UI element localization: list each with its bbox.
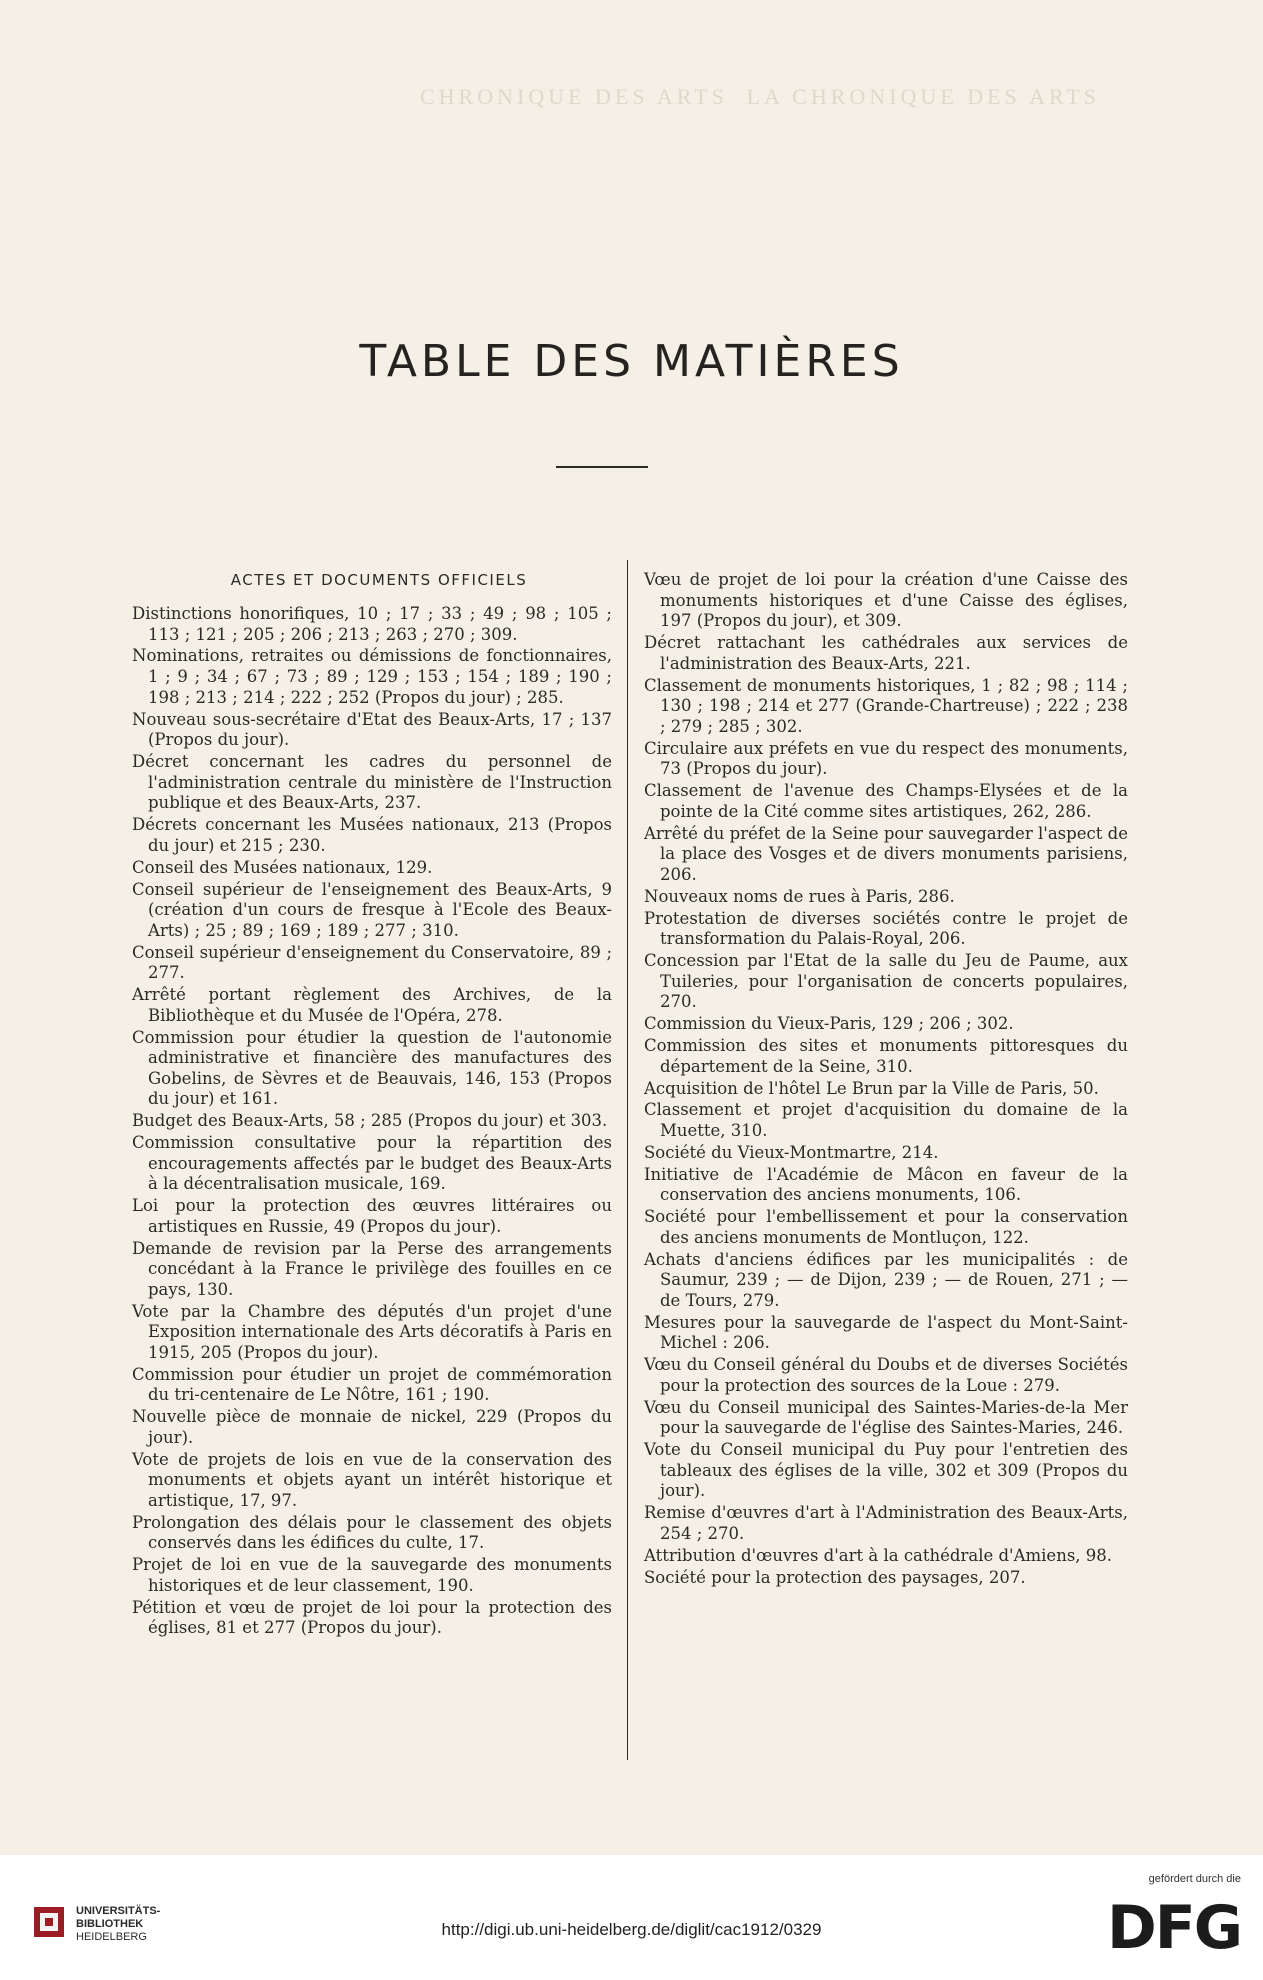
index-entry: Conseil supérieur d'enseignement du Conservatoire, 89 ; 277. bbox=[132, 942, 612, 983]
index-entry: Commission du Vieux-Paris, 129 ; 206 ; 302. bbox=[644, 1014, 1014, 1034]
index-entry: Décret rattachant les cathédrales aux services de l'administration des Beaux-Arts, 221. bbox=[644, 633, 1128, 673]
index-entry: Demande de revision par la Perse des arrangements concédant à la France le privilège des fouilles en ce pays, 130. bbox=[132, 1238, 612, 1299]
index-entry: Commission consultative pour la répartition des encouragements affectés par le budget des Beaux-Arts à la décentralisation musicale, 169. bbox=[132, 1133, 612, 1194]
page-title: TABLE DES MATIÈRES bbox=[359, 336, 904, 387]
bleed-through-header bbox=[420, 84, 1100, 110]
index-entry: Concession par l'Etat de la salle du Jeu de Paume, aux Tuileries, pour l'organisation de concerts populaires, 270. bbox=[644, 951, 1128, 1012]
index-entry: Conseil supérieur de l'enseignement des Beaux-Arts, 9 (création d'un cours de fresque à l'Ecole des Beaux-Arts) ; 25 ; 89 ; 169 ; 189 ; 277 ; 310. bbox=[132, 879, 612, 940]
index-entry: Nominations, retraites ou démissions de fonctionnaires, 1 ; 9 ; 34 ; 67 ; 73 ; 89 ; 129 ; 153 ; 154 ; 189 ; 190 ; 198 ; 213 ; 214 ; 222 ; 252 (Propos du jour) ; 285. bbox=[132, 646, 612, 707]
index-entry: Nouveau sous-secrétaire d'Etat des Beaux-Arts, 17 ; 137 (Propos du jour). bbox=[132, 709, 612, 750]
index-entry: Nouvelle pièce de monnaie de nickel, 229 (Propos du jour). bbox=[132, 1407, 612, 1447]
index-entry: Projet de loi en vue de la sauvegarde des monuments historiques et de leur classement, 190. bbox=[132, 1555, 612, 1595]
index-entry: Circulaire aux préfets en vue du respect des monuments, 73 (Propos du jour). bbox=[644, 738, 1128, 779]
index-entry: Acquisition de l'hôtel Le Brun par la Ville de Paris, 50. bbox=[644, 1078, 1099, 1098]
index-entry: Arrêté du préfet de la Seine pour sauvegarder l'aspect de la place des Vosges et de divers monuments parisiens, 206. bbox=[644, 823, 1128, 884]
library-name-line: BIBLIOTHEK bbox=[76, 1918, 144, 1930]
index-entry: Prolongation des délais pour le classement des objets conservés dans les édifices du culte, 17. bbox=[132, 1512, 612, 1553]
footer-bar bbox=[0, 1855, 1263, 1980]
index-entry: Vœu du Conseil général du Doubs et de diverses Sociétés pour la protection des sources de la Loue : 279. bbox=[644, 1355, 1128, 1395]
index-entry: Société du Vieux-Montmartre, 214. bbox=[644, 1142, 939, 1162]
index-entry: Mesures pour la sauvegarde de l'aspect du Mont-Saint-Michel : 206. bbox=[644, 1312, 1128, 1353]
index-entry: Arrêté portant règlement des Archives, de la Bibliothèque et du Musée de l'Opéra, 278. bbox=[132, 985, 612, 1025]
right-entry-list bbox=[644, 570, 1128, 1588]
bleed-through-right: LA CHRONIQUE DES ARTS bbox=[746, 84, 1100, 109]
index-entry: Attribution d'œuvres d'art à la cathédrale d'Amiens, 98. bbox=[644, 1545, 1113, 1565]
index-entry: Classement de l'avenue des Champs-Elysées et de la pointe de la Cité comme sites artistiques, 262, 286. bbox=[644, 781, 1128, 821]
index-entry: Vote par la Chambre des députés d'un projet d'une Exposition internationale des Arts décoratifs à Paris en 1915, 205 (Propos du jour). bbox=[132, 1301, 612, 1362]
funding-caption: gefördert durch die bbox=[1148, 1873, 1241, 1885]
title-rule bbox=[556, 466, 648, 468]
library-name-line: UNIVERSITÄTS- bbox=[76, 1905, 161, 1917]
index-entry: Protestation de diverses sociétés contre le projet de transformation du Palais-Royal, 206. bbox=[644, 908, 1128, 949]
index-entry: Vœu du Conseil municipal des Saintes-Maries-de-la Mer pour la sauvegarde de l'église des Saintes-Maries, 246. bbox=[644, 1397, 1128, 1438]
left-column bbox=[132, 570, 612, 1640]
index-entry: Société pour la protection des paysages, 207. bbox=[644, 1567, 1026, 1587]
index-entry: Classement et projet d'acquisition du domaine de la Muette, 310. bbox=[644, 1100, 1128, 1140]
index-entry: Achats d'anciens édifices par les municipalités : de Saumur, 239 ; — de Dijon, 239 ; — de Rouen, 271 ; — de Tours, 279. bbox=[644, 1249, 1128, 1310]
bleed-through-left: CHRONIQUE DES ARTS bbox=[420, 84, 728, 109]
index-entry: Conseil des Musées nationaux, 129. bbox=[132, 857, 433, 877]
index-entry: Décrets concernant les Musées nationaux, 213 (Propos du jour) et 215 ; 230. bbox=[132, 815, 612, 855]
index-entry: Vote du Conseil municipal du Puy pour l'entretien des tableaux des églises de la ville, 302 et 309 (Propos du jour). bbox=[644, 1440, 1128, 1501]
index-entry: Classement de monuments historiques, 1 ; 82 ; 98 ; 114 ; 130 ; 198 ; 214 et 277 (Grande-Chartreuse) ; 222 ; 238 ; 279 ; 285 ; 302. bbox=[644, 675, 1128, 736]
index-entry: Loi pour la protection des œuvres littéraires ou artistiques en Russie, 49 (Propos du jour). bbox=[132, 1196, 612, 1236]
library-name-line: HEIDELBERG bbox=[76, 1931, 147, 1943]
permalink-url[interactable]: http://digi.ub.uni-heidelberg.de/diglit/cac1912/0329 bbox=[441, 1920, 822, 1939]
left-entry-list bbox=[132, 604, 612, 1639]
index-entry: Distinctions honorifiques, 10 ; 17 ; 33 ; 49 ; 98 ; 105 ; 113 ; 121 ; 205 ; 206 ; 213 ; 263 ; 270 ; 309. bbox=[132, 604, 612, 644]
index-entry: Commission pour étudier la question de l'autonomie administrative et financière des manufactures des Gobelins, de Sèvres et de Beauvais, 146, 153 (Propos du jour) et 161. bbox=[132, 1027, 612, 1109]
index-entry: Commission des sites et monuments pittoresques du département de la Seine, 310. bbox=[644, 1036, 1128, 1076]
index-entry: Budget des Beaux-Arts, 58 ; 285 (Propos du jour) et 303. bbox=[132, 1111, 608, 1131]
index-entry: Décret concernant les cadres du personnel de l'administration centrale du ministère de l'Instruction publique et des Beaux-Arts, 237. bbox=[132, 752, 612, 813]
index-entry: Vœu de projet de loi pour la création d'une Caisse des monuments historiques et d'une Caisse des églises, 197 (Propos du jour), et 309. bbox=[644, 570, 1128, 631]
index-entry: Initiative de l'Académie de Mâcon en faveur de la conservation des anciens monuments, 106. bbox=[644, 1164, 1128, 1205]
index-entry: Remise d'œuvres d'art à l'Administration des Beaux-Arts, 254 ; 270. bbox=[644, 1503, 1128, 1543]
dfg-logo[interactable]: DFG bbox=[1106, 1893, 1241, 1963]
right-column bbox=[644, 570, 1128, 1590]
index-entry: Commission pour étudier un projet de commémoration du tri-centenaire de Le Nôtre, 161 ; 190. bbox=[132, 1364, 612, 1405]
section-heading: ACTES ET DOCUMENTS OFFICIELS bbox=[230, 571, 528, 589]
index-entry: Société pour l'embellissement et pour la conservation des anciens monuments de Montluçon, 122. bbox=[644, 1207, 1128, 1247]
column-divider bbox=[627, 560, 628, 1760]
index-entry: Pétition et vœu de projet de loi pour la protection des églises, 81 et 277 (Propos du jour). bbox=[132, 1597, 612, 1638]
index-entry: Vote de projets de lois en vue de la conservation des monuments et objets ayant un intérêt historique et artistique, 17, 97. bbox=[132, 1449, 612, 1510]
index-entry: Nouveaux noms de rues à Paris, 286. bbox=[644, 886, 955, 906]
